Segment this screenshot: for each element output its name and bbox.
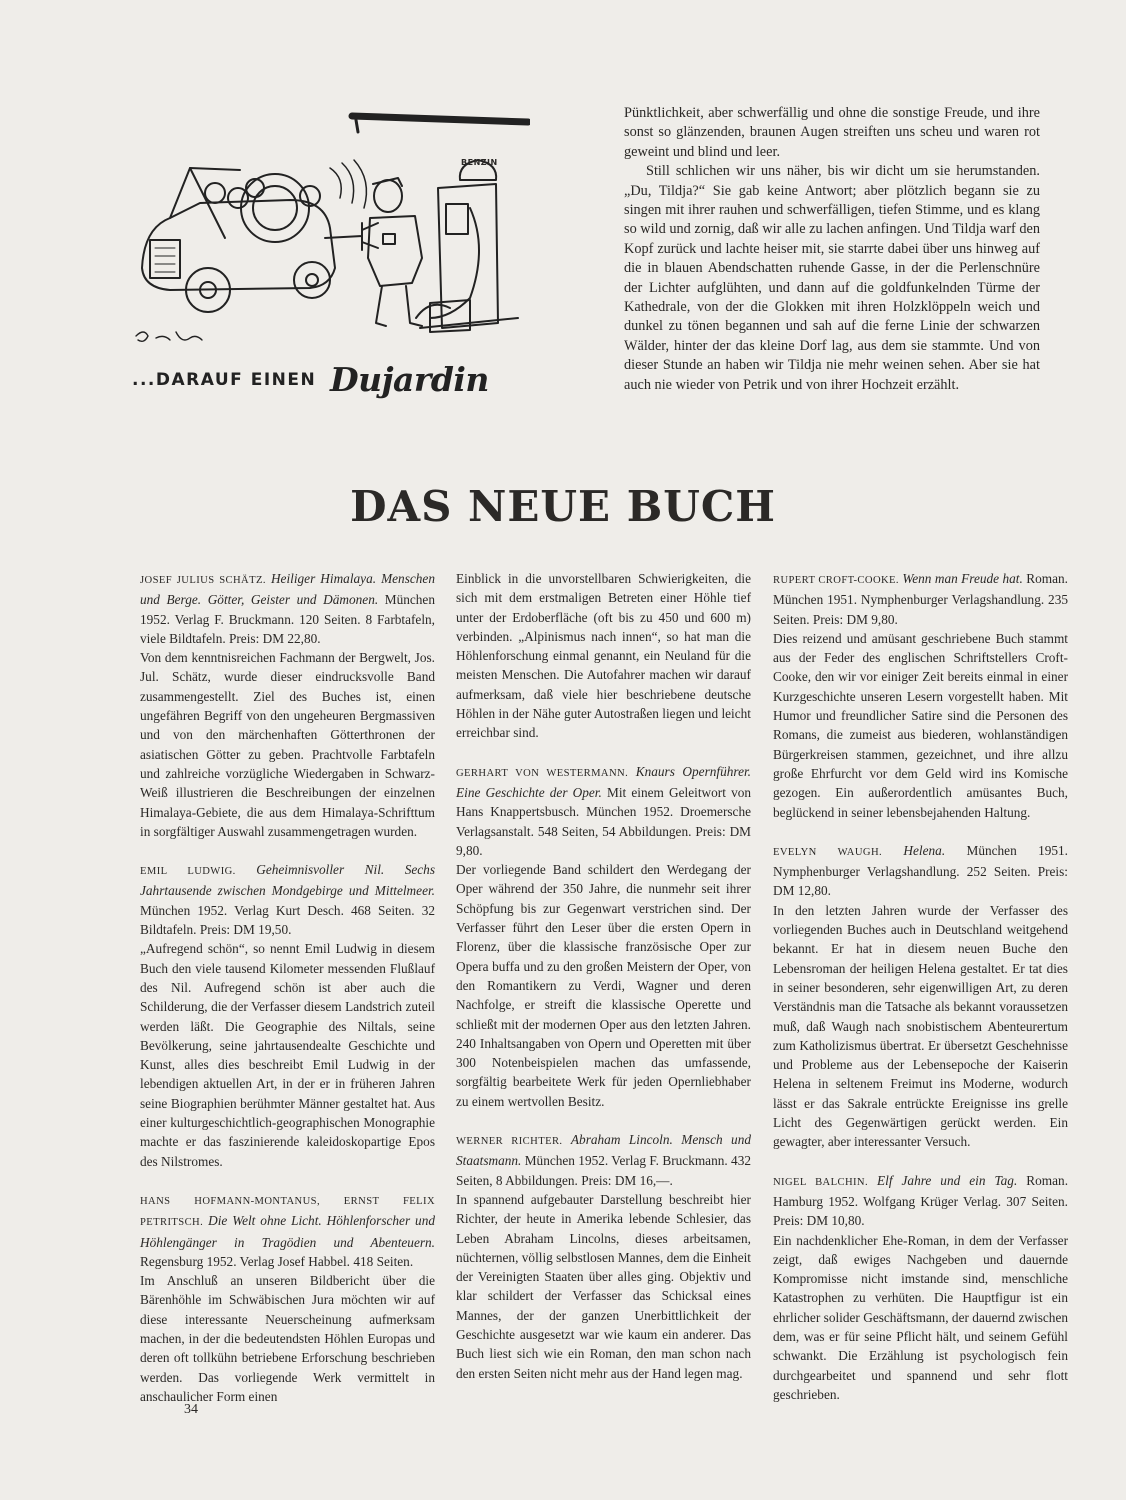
review-title: Geheimnisvoller Nil. Sechs Jahrtausende zwischen Mondgebirge und Mittelmeer.	[140, 862, 436, 899]
book-review	[773, 569, 1068, 822]
review-details: Mit einem Geleitwort von Hans Knappertsbusch. München 1952. Droemersche Verlagsanstalt. 548 Seiten, 54 Abbildungen. Preis: DM 9,80.	[456, 784, 752, 858]
ad-slogan: ...DARAUF EINEN	[132, 370, 317, 390]
review-title: Die Welt ohne Licht. Höhlenforscher und Höhlengänger in Tragödien und Abenteuern.	[140, 1213, 435, 1250]
review-text: Der vorliegende Band schildert den Werdegang der Oper während der 350 Jahre, die nunmehr seit ihrer Schöpfung bis zur Gegenwart verstrichen sind. Der Verfasser führt den Leser über die ersten Opern in Florenz, über die klassische französische Oper zur Opera buffa und zu den großen Meistern der Oper, von den Romantikern zu Verdi, Wagner und deren Nachfolge, er streift die klassische Operette und schließt mit der modernen Oper aus den letzten Jahren. 240 Inhaltsangaben von Opern und Operetten mit über 300 Notenbeispielen machen das umfassende, sorgfältig bearbeitete Werk für jeden Opernliebhaber zu einem wertvollen Besitz.	[456, 862, 751, 1109]
review-text: Von dem kenntnisreichen Fachmann der Bergwelt, Jos. Jul. Schätz, wurde dieser eindrucksvolle Band zusammengestellt. Ziel des Buches ist, einen ungefähren Begriff von den ungeheuren Bergmassiven und von den märchenhaften Götterthronen der asiatischen Götter zu geben. Prachtvolle Farbtafeln und zahlreiche vorzügliche Wiedergaben in Schwarz-Weiß illustrieren die Beschreibungen der einzelnen Himalaya-Gebiete, die aus dem Himalaya-Schrifttum in sorgfältiger Auswahl zusammengetragen wurden.	[140, 650, 435, 839]
review-author: NIGEL BALCHIN.	[773, 1176, 869, 1188]
review-author: EVELYN WAUGH.	[773, 846, 883, 858]
page-number: 34	[184, 1402, 198, 1417]
review-details: Roman. Hamburg 1952. Wolfgang Krüger Verlag. 307 Seiten. Preis: DM 10,80.	[773, 1172, 1069, 1229]
review-details: Regensburg 1952. Verlag Josef Habbel. 418 Seiten.	[140, 1253, 414, 1269]
review-title: Wenn man Freude hat.	[902, 571, 1023, 586]
review-title: Knaurs Opernführer. Eine Geschichte der Oper.	[456, 763, 752, 800]
story-continuation	[624, 104, 1040, 395]
dujardin-advertisement	[130, 108, 530, 408]
book-review	[773, 841, 1068, 1152]
review-title: Abraham Lincoln. Mensch und Staatsmann.	[456, 1132, 752, 1169]
book-review	[773, 1171, 1068, 1405]
review-column-3	[773, 569, 1068, 1423]
review-column-1	[140, 569, 435, 1425]
review-title: Heiliger Himalaya. Menschen und Berge. Götter, Geister und Dämonen.	[140, 571, 435, 608]
story-paragraph: Pünktlichkeit, aber schwerfällig und ohne die sonstige Freude, und ihre sonst so glänzenden, braunen Augen streiften uns scheu und waren rot geweint und blind und leer.	[624, 105, 1040, 160]
cartoon-illustration	[130, 108, 530, 358]
review-text: In spannend aufgebauter Darstellung beschreibt hier Richter, der heute in Amerika lebende Schlesier, das Leben Abraham Lincolns, dieses arbeitsamen, nüchternen, völlig selbstlosen Mannes, dem die Einheit der Vereinigten Staaten über alles ging. Objektiv und klar schildert der Verfasser das Schicksal eines Mannes, der der ganzen Unerbittlichkeit der Geschichte ausgesetzt war wie kaum ein anderer. Das Buch liest sich wie ein Roman, den man schon nach den ersten Seiten nicht mehr aus der Hand legen mag.	[456, 1191, 751, 1381]
artist-signature	[138, 330, 164, 342]
review-author: RUPERT CROFT-COOKE.	[773, 575, 899, 586]
review-author: HANS HOFMANN-MONTANUS, ERNST FELIX PETRITSCH.	[140, 1195, 435, 1229]
book-review	[456, 1130, 751, 1383]
book-review	[140, 569, 435, 841]
review-text: „Aufregend schön“, so nennt Emil Ludwig in diesem Buch den viele tausend Kilometer messenden Flußlauf des Nil. Aufregend schön ist aber auch die Schilderung, die der Verfasser diesem Landstrich zuteil werden läßt. Die Geographie des Niltals, seine Bevölkerung, seine jahrtausendealte Geschichte und Kunst, alles dies beschreibt Emil Ludwig in der lebendigen aktuellen Art, in der er in früheren Jahren seine Biographien berühmter Männer gestaltet hat. Aus einer kulturgeschichtlich-geographischen Monographie machte er das faszinierende kaleidoskopartige Epos des Nilstromes.	[140, 941, 435, 1169]
review-text: Dies reizend und amüsant geschriebene Buch stammt aus der Feder des englischen Schriftstellers Croft-Cooke, den wir vor einiger Zeit bereits einmal in einer Kurzgeschichte unseren Lesern vorgestellt haben. Mit Humor und freundlicher Satire sind die Personen des Romans, die zumeist aus biederen, wohlanständigen Bürgerkreisen stammen, gezeichnet, und ihre allzu große Ehrfurcht vor dem Geld wird ins Komische gezogen. Ein außerordentlich amüsantes Buch, beglückend in seiner lebensbejahenden Haltung.	[773, 630, 1068, 820]
review-details: München 1952. Verlag F. Bruckmann. 120 Seiten. 8 Farbtafeln, viele Bildtafeln. Preis: DM 22,80.	[140, 592, 435, 646]
brand-logo: Dujardin	[330, 360, 489, 399]
story-paragraph: Still schlichen wir uns näher, bis wir dicht um sie herumstanden. „Du, Tildja?“ Sie gab keine Antwort; aber plötzlich begann sie zu singen mit ihrer rauhen und schwerfälligen, tiefen Stimme, und es klang so wild und zornig, daß wir alle zu lachen anfingen. Und Tildja warf den Kopf zurück und lachte heiser mit, sie starrte dabei über uns hinweg auf die in blauen Abendschatten ruhende Gasse, in der die Perlenschnüre der Lichter aufglühten, und dann auf die goldfunkelnden Türme der Kathedrale, von der die Glokken mit ihren Holzklöppeln weich und dunkel zu tönen begannen und sah auf die ferne Linie der schwarzen Wälder, hinter der das kleine Dorf lag, aus dem sie stammte. Und von dieser Stunde an haben wir Tildja nie mehr weinen sehen. Aber sie hat auch nie wieder von Petrik und von ihrer Hochzeit erzählt.	[624, 163, 1040, 393]
review-text: Ein nachdenklicher Ehe-Roman, in dem der Verfasser zeigt, daß ewiges Nachgeben und dauernde Kompromisse nicht imstande sind, menschliche Katastrophen zu verhüten. Die Hauptfigur ist ein ehrlicher solider Geschäftsmann, der dauernd zwischen dem, was er für seine Pflicht hält, und seinem Gefühl schwankt. Die Erzählung ist psychologisch fein durchgearbeitet und spannend und sehr flott geschrieben.	[773, 1232, 1068, 1402]
book-review	[140, 1190, 435, 1406]
review-details: München 1951. Nymphenburger Verlagshandlung. 252 Seiten. Preis: DM 12,80.	[773, 842, 1069, 899]
review-text: In den letzten Jahren wurde der Verfasser des vorliegenden Buches auch in Deutschland weitgehend bekannt. Er hat in diesem neuen Buche den Lebensroman der heiligen Helena gestaltet. Er tat dies in seiner besonderen, sehr eigenwilligen Art, zu deren Verständnis man die Tatsache als bekannt voraussetzen muß, daß Waugh nach snobistischem Abenteurertum zum Katholizismus übertrat. Er übersetzt Geschehnisse und Probleme aus der Lebensepoche der Kaiserin Helena in seltenem Freimut ins Moderne, wodurch lässt er das Sakrale entrückte Ereignisse ins grelle Licht des Gegenwärtigen gerückt werden. Ein gewagter, aber interessanter Versuch.	[773, 902, 1068, 1150]
review-text: Im Anschluß an unseren Bildbericht über die Bärenhöhle im Schwäbischen Jura möchten wir auf diese interessante Neuerscheinung aufmerksam machen, in der die bedeutendsten Höhlen Europas und deren oft tollkühn betriebene Erforschung beschrieben werden. Das vorliegende Werk vermittelt in anschaulicher Form einen	[140, 1273, 435, 1404]
review-title: Helena.	[903, 842, 946, 858]
review-continuation	[456, 569, 751, 743]
review-title: Elf Jahre und ein Tag.	[877, 1172, 1018, 1188]
review-text: Einblick in die unvorstellbaren Schwierigkeiten, die sich mit dem erstmaligen Betreten einer Höhle tief unter der Erdoberfläche (oft bis zu 450 und 600 m) verbinden. „Alpinismus nach innen“, so hat man die Höhlenforschung einmal genannt, ein Neuland für die meisten Menschen. Die Autofahrer machen wir darauf aufmerksam, daß viele hier beschriebene deutsche Höhlen in der Nähe guter Autostraßen liegen und leicht erreichbar sind.	[456, 571, 751, 741]
review-details: Roman. München 1951. Nymphenburger Verlagshandlung. 235 Seiten. Preis: DM 9,80.	[773, 571, 1068, 627]
review-author: GERHART VON WESTERMANN.	[456, 767, 629, 779]
review-author: EMIL LUDWIG.	[140, 866, 236, 878]
review-column-2	[456, 569, 751, 1402]
pump-sign-label: BENZIN	[461, 158, 498, 167]
book-review	[456, 762, 751, 1111]
review-details: München 1952. Verlag Kurt Desch. 468 Seiten. 32 Bildtafeln. Preis: DM 19,50.	[140, 902, 435, 938]
section-headline: DAS NEUE BUCH	[350, 482, 776, 531]
review-author: WERNER RICHTER.	[456, 1136, 563, 1148]
review-author: JOSEF JULIUS SCHÄTZ.	[140, 575, 266, 586]
review-details: München 1952. Verlag F. Bruckmann. 432 Seiten, 8 Abbildungen. Preis: DM 16,—.	[456, 1153, 751, 1188]
book-review	[140, 860, 435, 1171]
